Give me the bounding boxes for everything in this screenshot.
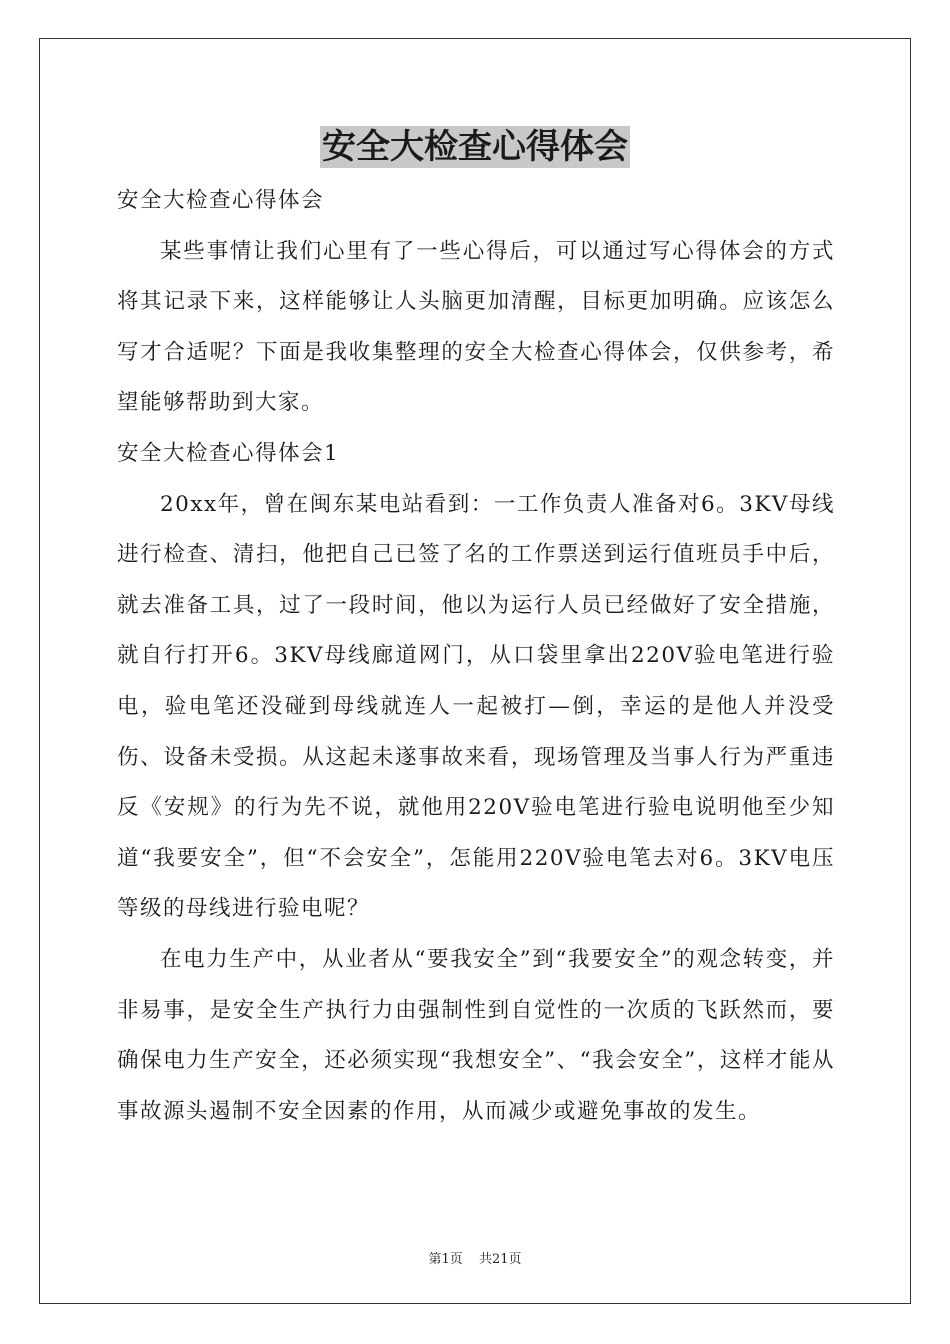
title-container xyxy=(0,126,950,168)
document-body xyxy=(117,176,835,1137)
page-title: 安全大检查心得体会 xyxy=(322,127,628,167)
page-total: 共21页 xyxy=(478,1252,522,1267)
page-footer xyxy=(0,1248,950,1267)
paragraph-subtitle: 安全大检查心得体会 xyxy=(117,188,325,213)
paragraph-intro: 某些事情让我们心里有了一些心得后，可以通过写心得体会的方式将其记录下来，这样能够让人头脑更加清醒，目标更加明确。应该怎么写才合适呢？下面是我收集整理的安全大检查心得体会，仅供参考，希望能够帮助到大家。 xyxy=(117,238,835,416)
paragraph-section-heading: 安全大检查心得体会1 xyxy=(117,440,340,466)
page-number: 第1页 xyxy=(428,1252,463,1267)
paragraph-conclusion: 在电力生产中，从业者从“要我安全”到“我要安全”的观念转变，并非易事，是安全生产执行力由强制性到自觉性的一次质的飞跃然而，要确保电力生产安全，还必须实现“我想安全”、“我会安全”，这样才能从事故源头遏制不安全因素的作用，从而减少或避免事故的发生。 xyxy=(117,946,835,1124)
paragraph-incident: 20xx年，曾在闽东某电站看到：一工作负责人准备对6。3KV母线进行检查、清扫，他把自己已签了名的工作票送到运行值班员手中后，就去准备工具，过了一段时间，他以为运行人员已经做好了安全措施，就自行打开6。3KV母线廊道网门，从口袋里拿出220V验电笔进行验电，验电笔还没碰到母线就连人一起被打—倒，幸运的是他人并没受伤、设备未受损。从这起未遂事故来看，现场管理及当事人行为严重违反《安规》的行为先不说，就他用220V验电笔进行验电说明他至少知道“我要安全”，但“不会安全”，怎能用220V验电笔去对6。3KV电压等级的母线进行验电呢？ xyxy=(117,491,835,922)
